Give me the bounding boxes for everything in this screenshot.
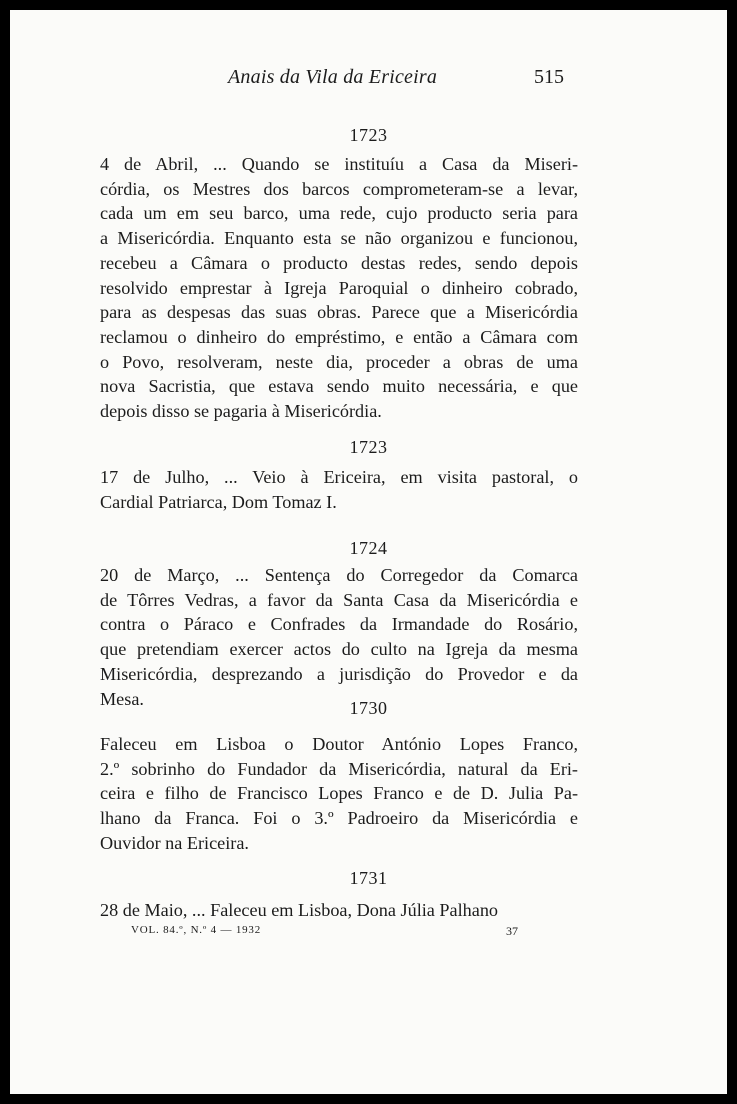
- entry-text: [100, 563, 578, 711]
- running-title: Anais da Vila da Ericeira: [228, 66, 438, 88]
- text-line: para as despesas das suas obras. Parece que a Misericórdia: [100, 302, 578, 323]
- text-line: recebeu a Câmara o producto destas redes, sendo depois: [100, 252, 578, 273]
- text-line: 28 de Maio, ... Faleceu em Lisboa, Dona Júlia Palhano: [100, 900, 499, 920]
- text-line: o Povo, resolveram, neste dia, proceder a obras de uma: [100, 351, 578, 372]
- text-line: depois disso se pagaria à Misericórdia.: [100, 401, 382, 422]
- text-line: de Tôrres Vedras, a favor da Santa Casa da Misericórdia e: [100, 589, 578, 610]
- signature-mark: 37: [506, 924, 518, 938]
- text-line: resolvido emprestar à Igreja Paroquial o dinheiro cobrado,: [100, 277, 578, 298]
- text-line: contra o Páraco e Confrades da Irmandade do Rosário,: [100, 614, 578, 635]
- page-footer: [10, 924, 727, 944]
- text-line: a Misericórdia. Enquanto esta se não organizou e funcionou,: [100, 228, 578, 249]
- text-line: Cardial Patriarca, Dom Tomaz I.: [100, 491, 337, 512]
- text-line: 4 de Abril, ... Quando se instituíu a Casa da Miseri-: [100, 154, 578, 174]
- volume-imprint: VOL. 84.º, N.º 4 — 1932: [131, 924, 262, 936]
- entry-year: 1731: [349, 868, 388, 888]
- text-line: nova Sacristia, que estava sendo muito necessária, e que: [100, 376, 578, 397]
- entry-text: [100, 152, 578, 424]
- running-head: [10, 66, 727, 96]
- text-line: Faleceu em Lisboa o Doutor António Lopes Franco,: [100, 734, 578, 754]
- text-line: lhano da Franca. Foi o 3.º Padroeiro da Misericórdia e: [100, 808, 578, 829]
- text-line: 2.º sobrinho do Fundador da Misericórdia, natural da Eri-: [100, 758, 578, 779]
- entry-year: 1730: [349, 698, 388, 718]
- text-line: Misericórdia, desprezando a jurisdição do Provedor e da: [100, 663, 578, 684]
- page-number: 515: [534, 66, 564, 88]
- text-line: que pretendiam exercer actos do culto na Igreja da mesma: [100, 639, 578, 660]
- text-line: 20 de Março, ... Sentença do Corregedor da Comarca: [100, 565, 578, 585]
- text-line: Mesa.: [100, 688, 144, 709]
- text-line: 17 de Julho, ... Veio à Ericeira, em visita pastoral, o: [100, 467, 578, 487]
- book-page: [10, 10, 727, 1094]
- entry-year: 1723: [349, 437, 388, 457]
- text-line: ceira e filho de Francisco Lopes Franco e de D. Julia Pa-: [100, 783, 578, 804]
- text-line: reclamou o dinheiro do empréstimo, e então a Câmara com: [100, 326, 578, 347]
- text-line: córdia, os Mestres dos barcos comprometeram-se a levar,: [100, 178, 578, 199]
- text-line: cada um em seu barco, uma rede, cujo producto seria para: [100, 203, 578, 224]
- entry-text: [100, 465, 578, 514]
- entry-text: [100, 898, 578, 923]
- text-line: Ouvidor na Ericeira.: [100, 832, 249, 853]
- entry-year: 1723: [349, 125, 388, 145]
- entry-text: [100, 732, 578, 856]
- entry-year: 1724: [349, 538, 388, 558]
